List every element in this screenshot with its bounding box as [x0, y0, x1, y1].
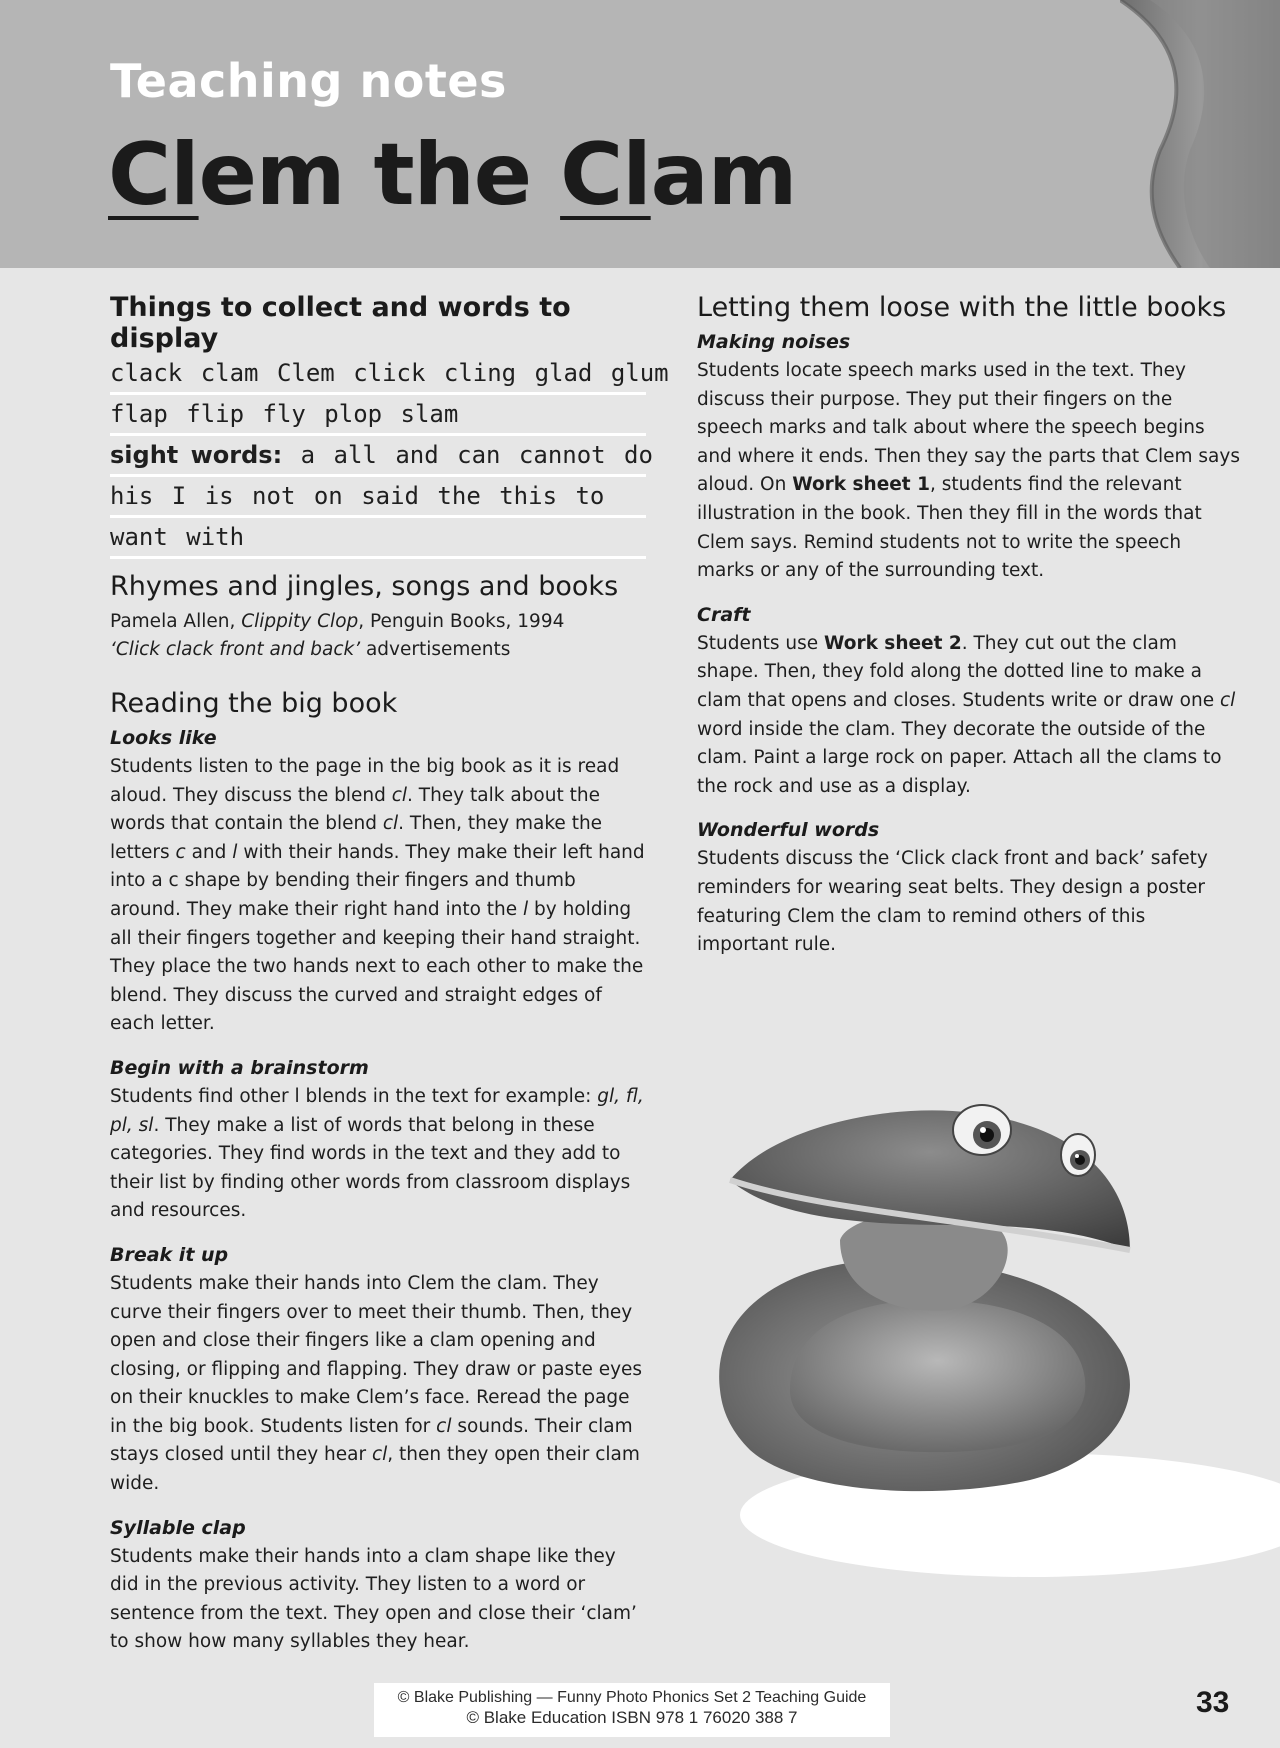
- syllable-text: Students make their hands into a clam shape like they did in the previous activity. They listen to a word or sentence from the text. They open and close their ‘clam’ to show how many syllables they hear.: [110, 1545, 637, 1653]
- title-blend-2: Cl: [560, 125, 651, 225]
- reading-heading: Reading the big book: [110, 688, 398, 719]
- left-eye-icon: [953, 1105, 1011, 1155]
- title-blend-1: Cl: [108, 125, 199, 225]
- footer-line-2: © Blake Education ISBN 978 1 76020 388 7: [466, 1708, 798, 1727]
- word-line: clack clam Clem click cling glad glum: [110, 354, 646, 395]
- page-title: [108, 125, 797, 225]
- wonderful-title: Wonderful words: [697, 819, 880, 842]
- sight-words-label: sight words:: [110, 441, 283, 469]
- break-up-text: Students make their hands into Clem the clam. They curve their fingers over to meet their thumb. Then, they open and close their fingers like a clam opening and closing, or flipping and flapping. They draw or paste eyes on their knuckles to make Clem’s face. Reread the page in the big book. Students listen for cl sounds. Their clam stays closed until they hear cl, then they open their clam wide.: [110, 1272, 643, 1495]
- word-line: flap flip fly plop slam: [110, 395, 646, 436]
- little-books-heading: Letting them loose with the little books: [697, 292, 1227, 323]
- ref-title: Clippity Clop: [241, 611, 359, 632]
- right-column: [697, 292, 1242, 960]
- noises-text: Students locate speech marks used in the text. They discuss their purpose. They put their fingers on the speech marks and talk about where the speech begins and where it ends. Then they say the parts that Clem says aloud. On Work sheet 1, students find the relevant illustration in the book. Then they fill in the words that Clem says. Remind students not to write the speech marks or any of the surrounding text.: [697, 360, 1240, 582]
- word-line: [110, 436, 653, 477]
- syllable-title: Syllable clap: [110, 1516, 246, 1539]
- decorative-wave: [1120, 0, 1280, 268]
- footer-credit: [374, 1683, 890, 1737]
- craft-title: Craft: [697, 603, 751, 626]
- break-up-title: Break it up: [110, 1243, 229, 1266]
- ref-publisher: , Penguin Books, 1994: [358, 611, 565, 632]
- ref-author: Pamela Allen,: [110, 611, 242, 632]
- word-line: his I is not on said the this to: [110, 477, 646, 518]
- right-eye-icon: [1061, 1134, 1095, 1176]
- looks-like-text: Students listen to the page in the big book as it is read aloud. They discuss the blend cl. They talk about the words that contain the blend cl. Then, they make the letters c and l with their hands. They make their left hand into a c shape by bending their fingers and thumb around. They make their right hand into the l by holding all their fingers together and keeping their hand straight. They place the two hands next to each other to make the blend. They discuss the curved and straight edges of each letter.: [110, 756, 645, 1035]
- reference-1: [110, 608, 646, 636]
- title-part-2: em the: [198, 125, 561, 225]
- rhymes-heading: Rhymes and jingles, songs and books: [110, 571, 619, 602]
- collect-heading: Things to collect and words to display: [110, 292, 571, 354]
- ref-description: advertisements: [360, 639, 511, 660]
- brainstorm-title: Begin with a brainstorm: [110, 1056, 369, 1079]
- looks-like-title: Looks like: [110, 727, 217, 749]
- page-number: 33: [1196, 1686, 1230, 1719]
- brainstorm-text: Students find other l blends in the text for example: gl, fl, pl, sl. They make a list of words that belong in these categories. They find words in the text and they add to their list by finding other words from classroom displays and resources.: [110, 1085, 644, 1222]
- word-line: want with: [110, 518, 646, 559]
- header-kicker: Teaching notes: [110, 54, 507, 108]
- sight-words: a all and can cannot do: [300, 441, 653, 469]
- noises-title: Making noises: [697, 331, 851, 353]
- wonderful-text: Students discuss the ‘Click clack front and back’ safety reminders for wearing seat belts. They design a poster featuring Clem the clam to remind others of this important rule.: [697, 848, 1208, 956]
- title-part-4: am: [650, 125, 797, 225]
- left-column: [110, 292, 669, 1657]
- craft-text: Students use Work sheet 2. They cut out the clam shape. Then, they fold along the dotted line to make a clam that opens and closes. Students write or draw one cl word inside the clam. They decorate the outside of the clam. Paint a large rock on paper. Attach all the clams to the rock and use as a display.: [697, 632, 1236, 797]
- reference-2: [110, 636, 646, 664]
- header-banner: [0, 0, 1280, 268]
- clam-illustration: [700, 1100, 1280, 1580]
- footer-line-1: © Blake Publishing — Funny Photo Phonics Set 2 Teaching Guide: [397, 1689, 867, 1706]
- ref-title: ‘Click clack front and back’: [110, 639, 361, 660]
- clam-body: [790, 1300, 1085, 1452]
